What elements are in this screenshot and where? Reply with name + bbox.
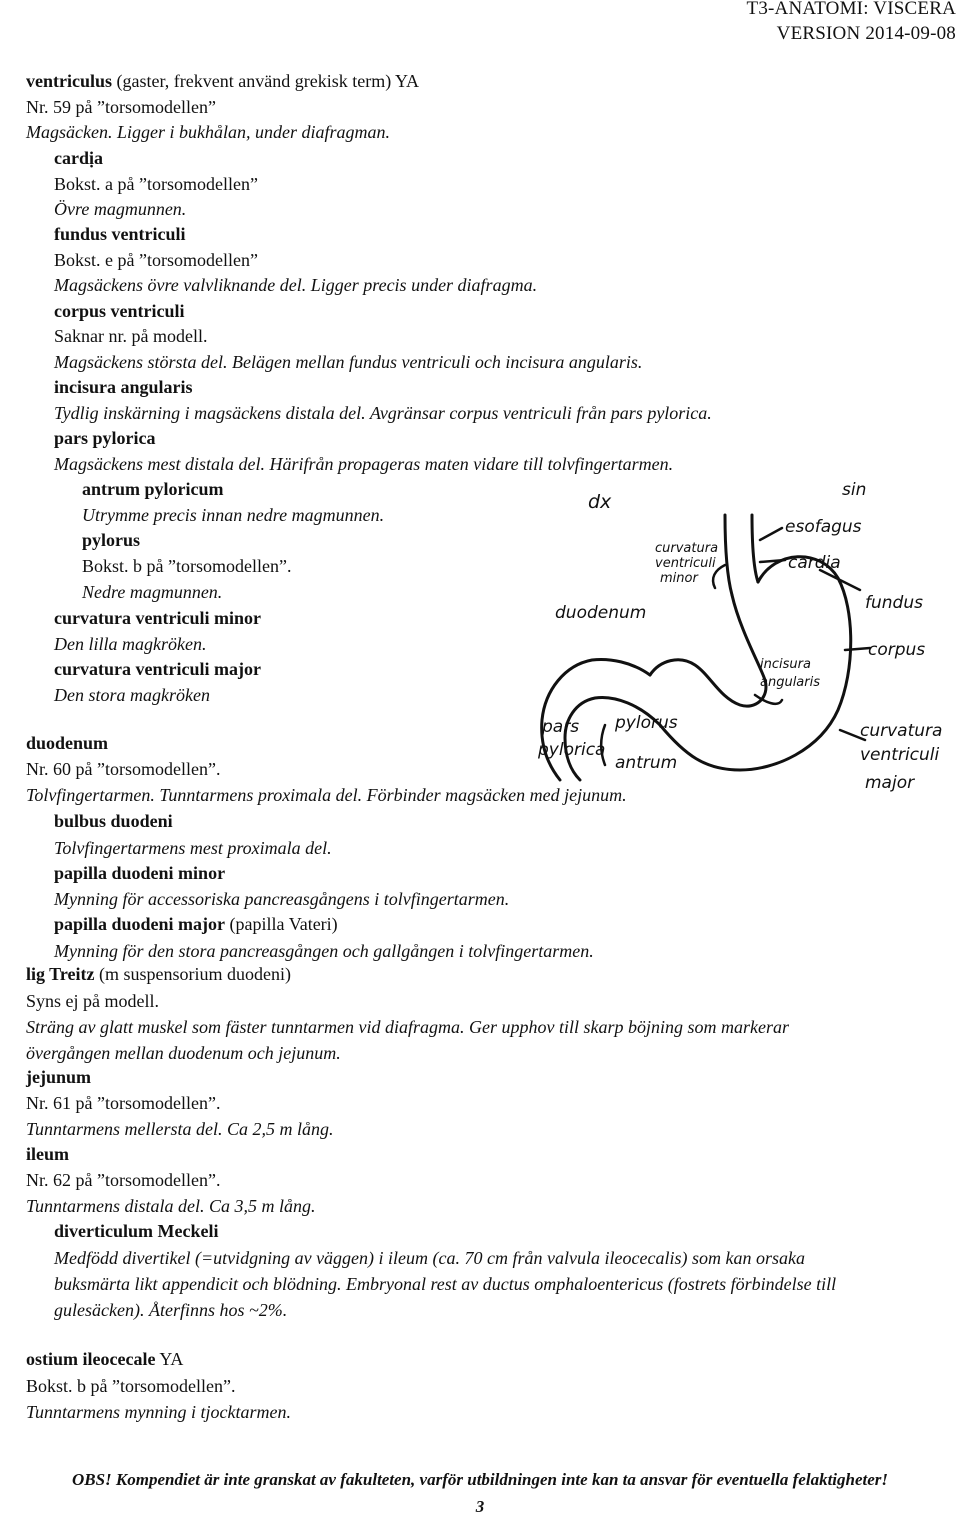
- header-version: VERSION 2014-09-08: [776, 23, 956, 44]
- term-note: (gaster, frekvent använd grekisk term) YA: [116, 71, 420, 91]
- label-pylorus: pylorus: [615, 713, 678, 733]
- disclaimer-footer: OBS! Kompendiet är inte granskat av fakulteten, varför utbildningen inte kan ta ansvar för eventuella felaktigheter!: [71, 1470, 889, 1489]
- description: Magsäckens övre valvliknande del. Ligger precis under diafragma.: [54, 275, 538, 295]
- entry-ventriculus: [26, 69, 419, 93]
- model-number: Nr. 59 på ”torsomodellen”: [26, 97, 216, 117]
- label-corpus: corpus: [868, 640, 926, 660]
- label-curvatura-minor-1: curvatura: [655, 541, 719, 556]
- model-note: Syns ej på modell.: [26, 991, 159, 1011]
- description: Den lilla magkröken.: [54, 634, 207, 654]
- description: Sträng av glatt muskel som fäster tunntarmen vid diafragma. Ger upphov till skarp böjning som markerar: [26, 1017, 789, 1037]
- term-antrum: antrum pyloricum: [82, 479, 224, 499]
- term-pylorus: pylorus: [82, 530, 141, 550]
- label-incisura-1: incisura: [760, 657, 811, 672]
- document-header: [747, 0, 956, 46]
- model-number: Bokst. b på ”torsomodellen”.: [26, 1376, 236, 1396]
- entry-papilla-major: [54, 912, 338, 936]
- term-note: (m suspensorium duodeni): [98, 964, 291, 984]
- term-papilla-major: papilla duodeni major: [54, 914, 226, 934]
- esophagus-right-wall: [752, 515, 758, 582]
- model-number: Nr. 60 på ”torsomodellen”.: [26, 759, 221, 779]
- term-note: (papilla Vateri): [229, 914, 338, 934]
- label-curvatura-major-1: curvatura: [860, 721, 943, 741]
- description: Tunntarmens mellersta del. Ca 2,5 m lång.: [26, 1119, 334, 1139]
- description: Övre magmunnen.: [54, 199, 187, 219]
- term-incisura: incisura angularis: [54, 377, 193, 397]
- label-curvatura-major-2: ventriculi: [860, 745, 940, 765]
- figure-labels: [537, 480, 942, 793]
- model-number: Bokst. a på ”torsomodellen”: [54, 174, 258, 194]
- term-ventriculus: ventriculus: [26, 71, 113, 91]
- model-number: Nr. 61 på ”torsomodellen”.: [26, 1093, 221, 1113]
- description: Mynning för accessoriska pancreasgångens i tolvfingertarmen.: [54, 889, 510, 909]
- label-incisura-2: angularis: [760, 675, 821, 690]
- description: Tolvfingertarmen. Tunntarmens proximala del. Förbinder magsäcken med jejunum.: [26, 785, 627, 805]
- term-curvatura-major: curvatura ventriculi major: [54, 659, 261, 679]
- term-ileum: ileum: [26, 1144, 69, 1164]
- term-meckeli: diverticulum Meckeli: [54, 1221, 219, 1241]
- lesser-curvature: [650, 595, 766, 706]
- header-title: T3-ANATOMI: VISCERA: [746, 0, 956, 19]
- label-dx: dx: [588, 491, 612, 513]
- description: Den stora magkröken: [54, 685, 210, 705]
- description: Nedre magmunnen.: [82, 582, 223, 602]
- description: Medfödd divertikel (=utvidgning av väggen) i ileum (ca. 70 cm från valvula ileocecalis) som kan orsaka: [54, 1248, 805, 1268]
- label-pars: pars: [542, 717, 580, 737]
- description: Tolvfingertarmens mest proximala del.: [54, 838, 332, 858]
- model-number: Bokst. e på ”torsomodellen”: [54, 250, 258, 270]
- label-esofagus: esofagus: [785, 517, 862, 537]
- entry-ostium: [26, 1347, 183, 1371]
- model-number: Bokst. b på ”torsomodellen”.: [82, 556, 292, 576]
- term-duodenum: duodenum: [26, 733, 109, 753]
- model-number: Nr. 62 på ”torsomodellen”.: [26, 1170, 221, 1190]
- term-fundus: fundus ventriculi: [54, 224, 186, 244]
- model-number: Saknar nr. på modell.: [54, 326, 208, 346]
- esophagus-left-wall: [725, 515, 732, 595]
- description: övergången mellan duodenum och jejunum.: [26, 1043, 341, 1063]
- term-pars-pylorica: pars pylorica: [54, 428, 156, 448]
- description: Tunntarmens distala del. Ca 3,5 m lång.: [26, 1196, 316, 1216]
- term-bulbus: bulbus duodeni: [54, 811, 173, 831]
- term-cardia: cardịa: [54, 148, 103, 168]
- label-fundus: fundus: [865, 593, 923, 613]
- label-cardia: cardia: [788, 553, 841, 573]
- label-sin: sin: [842, 480, 867, 500]
- term-corpus: corpus ventriculi: [54, 301, 185, 321]
- description: Magsäckens största del. Belägen mellan fundus ventriculi och incisura angularis.: [54, 352, 643, 372]
- description: Magsäcken. Ligger i bukhålan, under diafragman.: [26, 122, 390, 142]
- entry-treitz: [26, 962, 291, 986]
- page-number: 3: [475, 1497, 485, 1516]
- label-curvatura-minor-2: ventriculi: [655, 556, 716, 571]
- label-antrum: antrum: [615, 753, 678, 773]
- label-curvatura-major-3: major: [865, 773, 915, 793]
- description: Mynning för den stora pancreasgången och gallgången i tolvfingertarmen.: [54, 941, 594, 961]
- term-note: YA: [159, 1349, 184, 1369]
- term-ostium: ostium ileocecale: [26, 1349, 156, 1369]
- label-curvatura-minor-3: minor: [660, 571, 698, 586]
- stomach-diagram: [520, 470, 960, 815]
- label-pylorica: pylorica: [538, 740, 606, 760]
- description: Tunntarmens mynning i tjocktarmen.: [26, 1402, 291, 1422]
- description: buksmärta likt appendicit och blödning. Embryonal rest av ductus omphaloentericus (fostrets förbindelse till: [54, 1274, 837, 1294]
- term-treitz: lig Treitz: [26, 964, 95, 984]
- term-jejunum: jejunum: [26, 1067, 92, 1087]
- description: Magsäckens mest distala del. Härifrån propageras maten vidare till tolvfingertarmen.: [54, 454, 674, 474]
- description: Tydlig inskärning i magsäckens distala del. Avgränsar corpus ventriculi från pars pylorica.: [54, 403, 712, 423]
- term-papilla-minor: papilla duodeni minor: [54, 863, 226, 883]
- description: Utrymme precis innan nedre magmunnen.: [82, 505, 385, 525]
- label-duodenum: duodenum: [555, 603, 647, 623]
- term-curvatura-minor: curvatura ventriculi minor: [54, 608, 261, 628]
- greater-curvature: [660, 557, 851, 770]
- description: gulesäcken). Återfinns hos ~2%.: [54, 1300, 288, 1320]
